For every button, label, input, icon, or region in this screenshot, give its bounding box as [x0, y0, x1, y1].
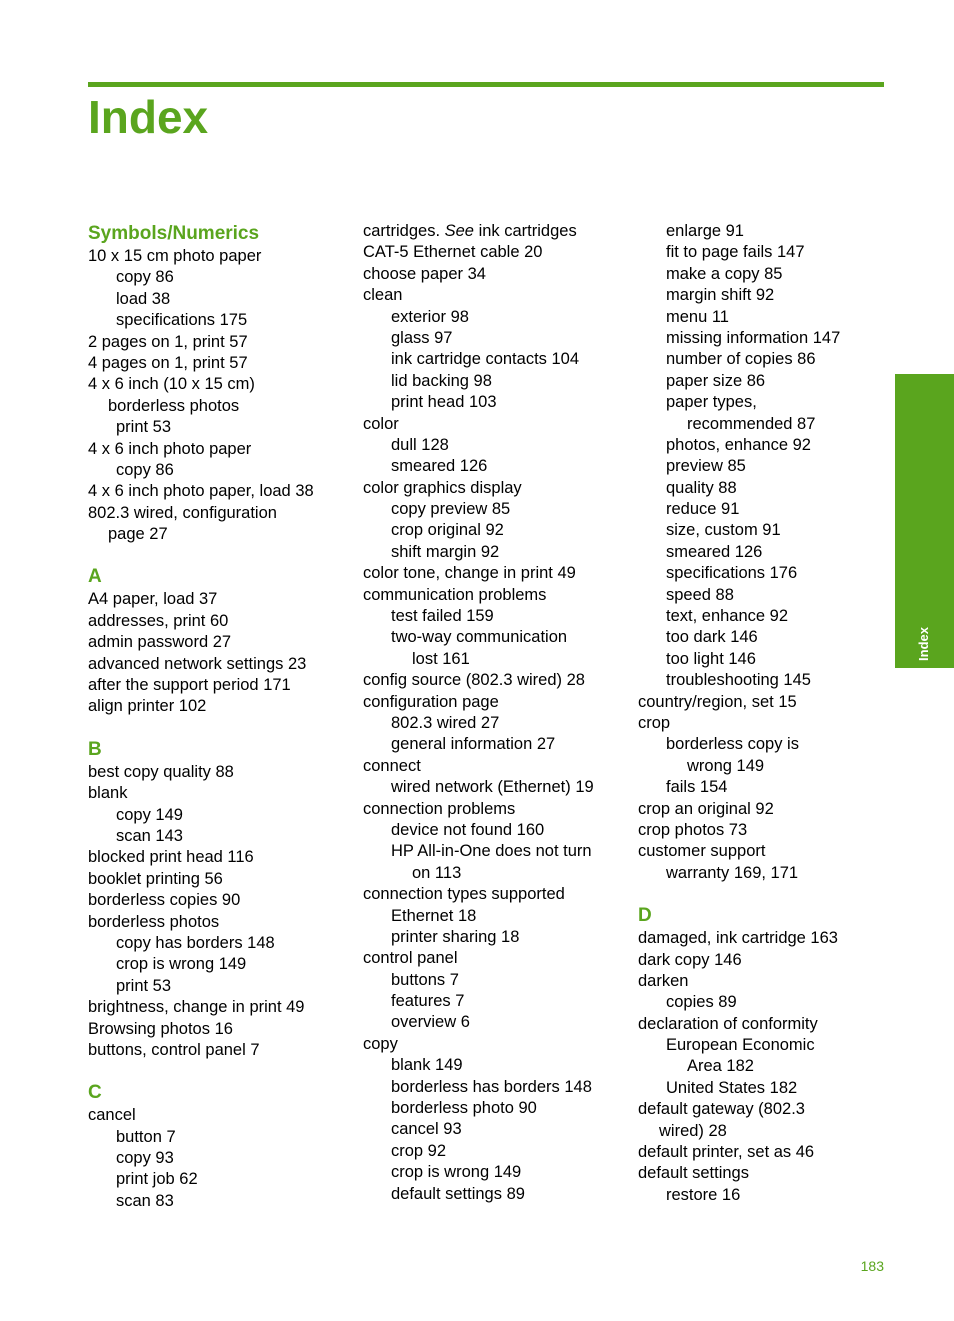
index-entry: borderless copies 90	[88, 891, 241, 910]
index-subentry: paper types,	[666, 393, 757, 412]
index-entry: brightness, change in print 49	[88, 998, 305, 1017]
index-subentry: exterior 98	[391, 307, 469, 326]
index-subentry: preview 85	[666, 457, 746, 476]
index-entry: crop photos 73	[638, 820, 748, 839]
index-subentry: copy preview 85	[391, 500, 511, 519]
section-heading: D	[638, 905, 652, 927]
index-subentry: print head 103	[391, 393, 497, 412]
index-subentry: too light 146	[666, 649, 756, 668]
index-entry: 4 pages on 1, print 57	[88, 353, 248, 372]
index-subentry: specifications 175	[116, 311, 248, 330]
index-subentry: shift margin 92	[391, 542, 500, 561]
index-subentry: print 53	[116, 976, 172, 995]
index-entry: default settings	[638, 1164, 749, 1183]
index-subentry: recommended 87	[687, 414, 816, 433]
page-number: 183	[860, 1258, 884, 1274]
index-subentry: wired) 28	[659, 1121, 727, 1140]
index-entry: crop an original 92	[638, 799, 774, 818]
index-subentry: buttons 7	[391, 970, 459, 989]
index-subentry: lid backing 98	[391, 371, 492, 390]
index-subentry: print 53	[116, 418, 172, 437]
index-entry: config source (802.3 wired) 28	[363, 671, 585, 690]
index-entry	[363, 221, 621, 242]
index-subentry: crop 92	[391, 1141, 447, 1160]
index-subentry: crop is wrong 149	[391, 1163, 522, 1182]
index-subentry: test failed 159	[391, 607, 494, 626]
index-subentry: print job 62	[116, 1170, 198, 1189]
index-entry: 10 x 15 cm photo paper	[88, 247, 262, 265]
index-subentry: make a copy 85	[666, 264, 783, 283]
index-subentry: crop is wrong 149	[116, 955, 247, 974]
index-subentry: European Economic	[666, 1036, 815, 1055]
index-subentry: general information 27	[391, 735, 556, 754]
section-heading: A	[88, 566, 102, 588]
index-subentry: copy 93	[116, 1149, 174, 1168]
index-subentry: cancel 93	[391, 1120, 462, 1139]
index-entry: color	[363, 414, 399, 433]
index-entry: blocked print head 116	[88, 848, 254, 867]
index-subentry: menu 11	[666, 307, 729, 326]
index-entry: cancel	[88, 1106, 136, 1125]
index-subentry: dull 128	[391, 435, 449, 454]
index-subentry: on 113	[412, 863, 462, 882]
index-subentry: borderless copy is	[666, 735, 799, 754]
index-entry: crop	[638, 713, 671, 732]
index-entry: addresses, print 60	[88, 611, 229, 630]
index-subentry: smeared 126	[391, 457, 488, 476]
index-subentry: Area 182	[687, 1057, 754, 1076]
index-subentry: missing information 147	[666, 328, 841, 347]
index-entry: admin password 27	[88, 633, 232, 652]
index-entry: damaged, ink cartridge 163	[638, 929, 838, 948]
index-subentry: features 7	[391, 992, 465, 1011]
index-column-2	[363, 221, 621, 1205]
index-entry: align printer 102	[88, 697, 207, 716]
index-entry: default gateway (802.3	[638, 1100, 805, 1119]
index-subentry: borderless photo 90	[391, 1099, 537, 1118]
index-entry: control panel	[363, 949, 458, 968]
index-column-1	[88, 221, 350, 1212]
index-entry: 4 x 6 inch (10 x 15 cm)	[88, 375, 255, 394]
index-subentry: United States 182	[666, 1078, 798, 1097]
index-subentry: troubleshooting 145	[666, 671, 811, 690]
index-subentry: restore 16	[666, 1185, 741, 1204]
index-subentry: reduce 91	[666, 500, 740, 519]
index-subentry: button 7	[116, 1127, 176, 1146]
index-entry: borderless photos	[88, 912, 220, 931]
index-subentry: fails 154	[666, 778, 728, 797]
index-subentry: paper size 86	[666, 371, 766, 390]
index-subentry: speed 88	[666, 585, 734, 604]
entry-target: ink cartridges	[473, 222, 577, 240]
index-subentry: copy 86	[116, 460, 174, 479]
index-entry: connection problems	[363, 799, 516, 818]
index-entry: default printer, set as 46	[638, 1143, 815, 1162]
index-entry: country/region, set 15	[638, 692, 797, 711]
index-entry: 2 pages on 1, print 57	[88, 332, 248, 351]
page-title: Index	[88, 91, 209, 143]
index-subentry: device not found 160	[391, 820, 545, 839]
entry-text: cartridges.	[363, 222, 445, 240]
index-subentry: margin shift 92	[666, 286, 775, 305]
index-entry: dark copy 146	[638, 950, 742, 969]
index-subentry: overview 6	[391, 1013, 470, 1032]
index-subentry: crop original 92	[391, 521, 504, 540]
index-entry: copy	[363, 1034, 398, 1053]
index-entry: buttons, control panel 7	[88, 1040, 260, 1059]
index-entry: declaration of conformity	[638, 1014, 818, 1033]
index-subentry: enlarge 91	[666, 222, 744, 240]
index-entry: 4 x 6 inch photo paper	[88, 439, 252, 458]
index-subentry: too dark 146	[666, 628, 758, 647]
index-subentry: two-way communication	[391, 628, 568, 647]
index-subentry: smeared 126	[666, 542, 763, 561]
index-subentry: text, enhance 92	[666, 607, 789, 626]
index-entry: after the support period 171	[88, 676, 291, 695]
side-tab-label: Index	[915, 627, 931, 661]
index-subentry: scan 143	[116, 826, 183, 845]
index-entry: darken	[638, 971, 689, 990]
index-entry: 4 x 6 inch photo paper, load 38	[88, 482, 314, 501]
index-subentry: copy 149	[116, 805, 183, 824]
index-subentry: ink cartridge contacts 104	[391, 350, 580, 369]
index-subentry: wired network (Ethernet) 19	[391, 778, 594, 797]
index-subentry: scan 83	[116, 1191, 174, 1210]
index-subentry: size, custom 91	[666, 521, 781, 540]
index-entry: connection types supported	[363, 885, 565, 904]
index-entry: blank	[88, 784, 128, 803]
index-subentry: fit to page fails 147	[666, 243, 805, 262]
index-entry: Browsing photos 16	[88, 1019, 233, 1038]
title-rule	[88, 82, 884, 87]
index-entry: advanced network settings 23	[88, 654, 307, 673]
index-subentry: number of copies 86	[666, 350, 816, 369]
index-entry: customer support	[638, 842, 766, 861]
index-entry: choose paper 34	[363, 264, 486, 283]
index-entry: A4 paper, load 37	[88, 590, 218, 609]
index-entry: communication problems	[363, 585, 547, 604]
index-subentry: HP All-in-One does not turn	[391, 842, 592, 861]
index-subentry: load 38	[116, 289, 171, 308]
index-entry: CAT-5 Ethernet cable 20	[363, 243, 543, 262]
index-subentry: page 27	[108, 525, 168, 544]
index-subentry: glass 97	[391, 328, 453, 347]
index-entry: best copy quality 88	[88, 762, 234, 781]
index-entry: connect	[363, 756, 421, 775]
index-column-3	[638, 221, 878, 1206]
index-subentry: lost 161	[412, 649, 470, 668]
index-subentry: copy 86	[116, 268, 174, 287]
section-heading: Symbols/Numerics	[88, 223, 260, 244]
index-subentry: photos, enhance 92	[666, 435, 811, 454]
index-subentry: copies 89	[666, 993, 737, 1012]
index-entry: color graphics display	[363, 478, 522, 497]
index-subentry: printer sharing 18	[391, 927, 520, 946]
index-subentry: borderless photos	[108, 396, 240, 415]
index-subentry: specifications 176	[666, 564, 798, 583]
index-subentry: copy has borders 148	[116, 933, 275, 952]
section-heading: C	[88, 1082, 102, 1104]
index-subentry: warranty 169, 171	[666, 863, 799, 882]
index-subentry: Ethernet 18	[391, 906, 477, 925]
index-entry: configuration page	[363, 692, 499, 711]
index-entry: 802.3 wired, configuration	[88, 503, 277, 522]
index-entry: color tone, change in print 49	[363, 564, 576, 583]
index-subentry: borderless has borders 148	[391, 1077, 592, 1096]
index-entry: booklet printing 56	[88, 869, 223, 888]
index-subentry: blank 149	[391, 1056, 463, 1075]
index-subentry: default settings 89	[391, 1184, 525, 1203]
see-reference: See	[444, 222, 474, 240]
index-subentry: wrong 149	[687, 756, 765, 775]
index-entry: clean	[363, 286, 403, 305]
index-subentry: 802.3 wired 27	[391, 713, 500, 732]
index-subentry: quality 88	[666, 478, 737, 497]
section-heading: B	[88, 738, 102, 760]
